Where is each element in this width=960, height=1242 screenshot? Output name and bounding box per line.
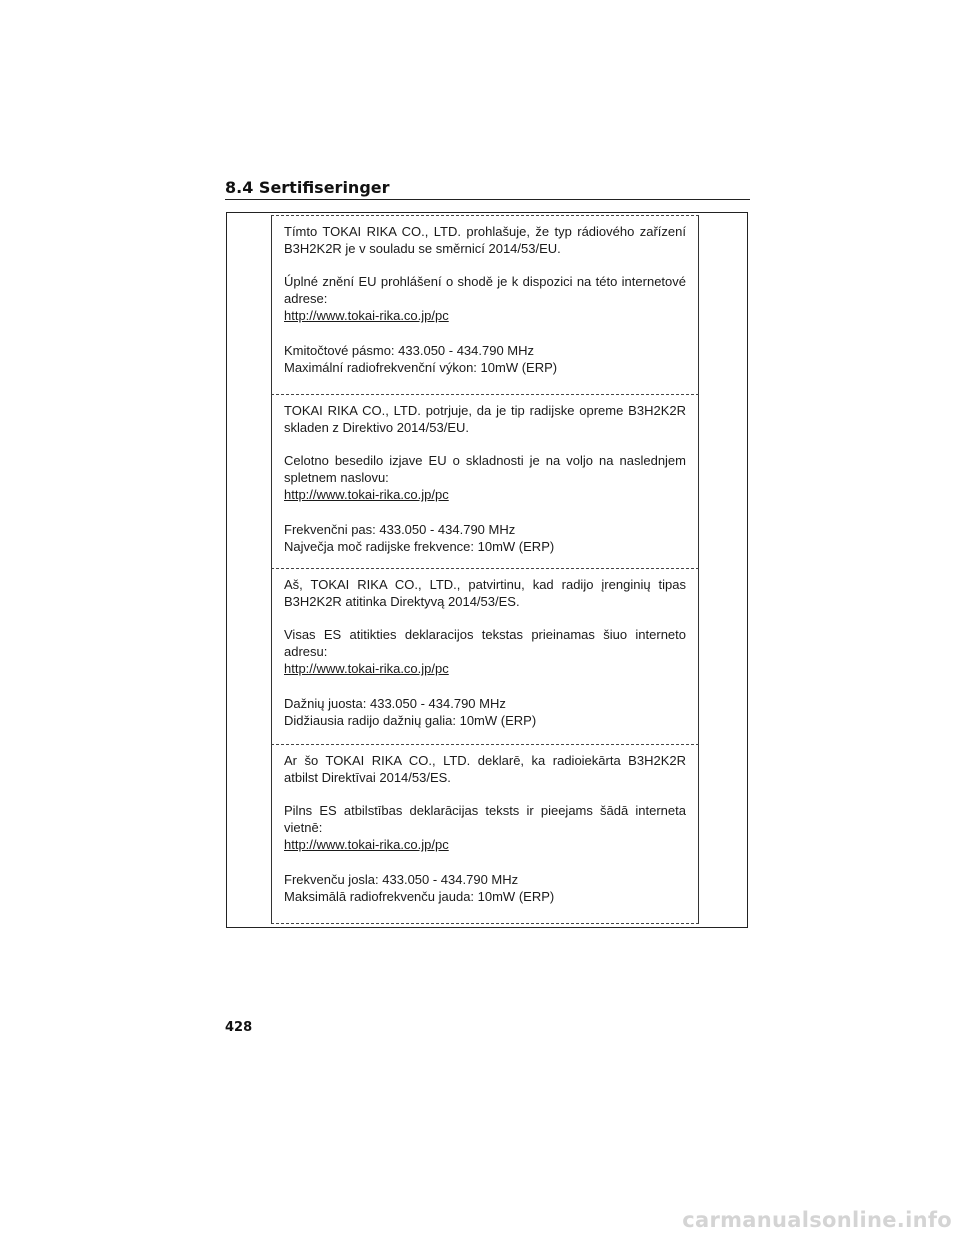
max-power: Največja moč radijske frekvence: 10mW (ERP) bbox=[284, 539, 555, 554]
declaration-url-link[interactable]: http://www.tokai-rika.co.jp/pc bbox=[284, 837, 449, 852]
page-number: 428 bbox=[225, 1020, 253, 1035]
declaration-text: Ar šo TOKAI RIKA CO., LTD. deklarē, ka radioiekārta B3H2K2R atbilst Direktīvai 2014/53/ES. bbox=[284, 753, 686, 785]
technical-data bbox=[284, 521, 686, 555]
full-text-notice bbox=[284, 452, 686, 503]
certification-block-lithuanian bbox=[271, 568, 699, 744]
technical-data bbox=[284, 871, 686, 905]
technical-data bbox=[284, 342, 686, 376]
certification-block-czech bbox=[271, 215, 699, 394]
full-text-notice bbox=[284, 273, 686, 324]
declaration-url-link[interactable]: http://www.tokai-rika.co.jp/pc bbox=[284, 487, 449, 502]
full-text-label: Visas ES atitikties deklaracijos tekstas prieinamas šiuo interneto adresu: bbox=[284, 627, 686, 659]
watermark: carmanualsonline.info bbox=[682, 1208, 952, 1232]
declaration-text: TOKAI RIKA CO., LTD. potrjuje, da je tip radijske opreme B3H2K2R skladen z Direktivo 2014/53/EU. bbox=[284, 403, 686, 435]
frequency-band: Frekvenčni pas: 433.050 - 434.790 MHz bbox=[284, 522, 516, 537]
frequency-band: Kmitočtové pásmo: 433.050 - 434.790 MHz bbox=[284, 343, 535, 358]
technical-data bbox=[284, 695, 686, 729]
max-power: Didžiausia radijo dažnių galia: 10mW (ERP) bbox=[284, 713, 537, 728]
declaration-text: Aš, TOKAI RIKA CO., LTD., patvirtinu, kad radijo įrenginių tipas B3H2K2R atitinka Direktyvą 2014/53/ES. bbox=[284, 577, 686, 609]
declaration-text: Tímto TOKAI RIKA CO., LTD. prohlašuje, že typ rádiového zařízení B3H2K2R je v souladu se směrnicí 2014/53/EU. bbox=[284, 224, 686, 256]
declaration-url-link[interactable]: http://www.tokai-rika.co.jp/pc bbox=[284, 308, 449, 323]
full-text-label: Celotno besedilo izjave EU o skladnosti je na voljo na naslednjem spletnem naslovu: bbox=[284, 453, 686, 485]
declaration-url-link[interactable]: http://www.tokai-rika.co.jp/pc bbox=[284, 661, 449, 676]
certification-block-latvian bbox=[271, 744, 699, 924]
full-text-label: Úplné znění EU prohlášení o shodě je k dispozici na této internetové adrese: bbox=[284, 274, 686, 306]
section-title: 8.4 Sertifiseringer bbox=[225, 178, 390, 197]
frequency-band: Dažnių juosta: 433.050 - 434.790 MHz bbox=[284, 696, 506, 711]
full-text-label: Pilns ES atbilstības deklarācijas teksts ir pieejams šādā interneta vietnē: bbox=[284, 803, 686, 835]
full-text-notice bbox=[284, 626, 686, 677]
certification-block-slovenian bbox=[271, 394, 699, 568]
frequency-band: Frekvenču josla: 433.050 - 434.790 MHz bbox=[284, 872, 519, 887]
max-power: Maksimālā radiofrekvenču jauda: 10mW (ERP) bbox=[284, 889, 555, 904]
title-divider bbox=[225, 199, 750, 200]
max-power: Maximální radiofrekvenční výkon: 10mW (ERP) bbox=[284, 360, 558, 375]
full-text-notice bbox=[284, 802, 686, 853]
